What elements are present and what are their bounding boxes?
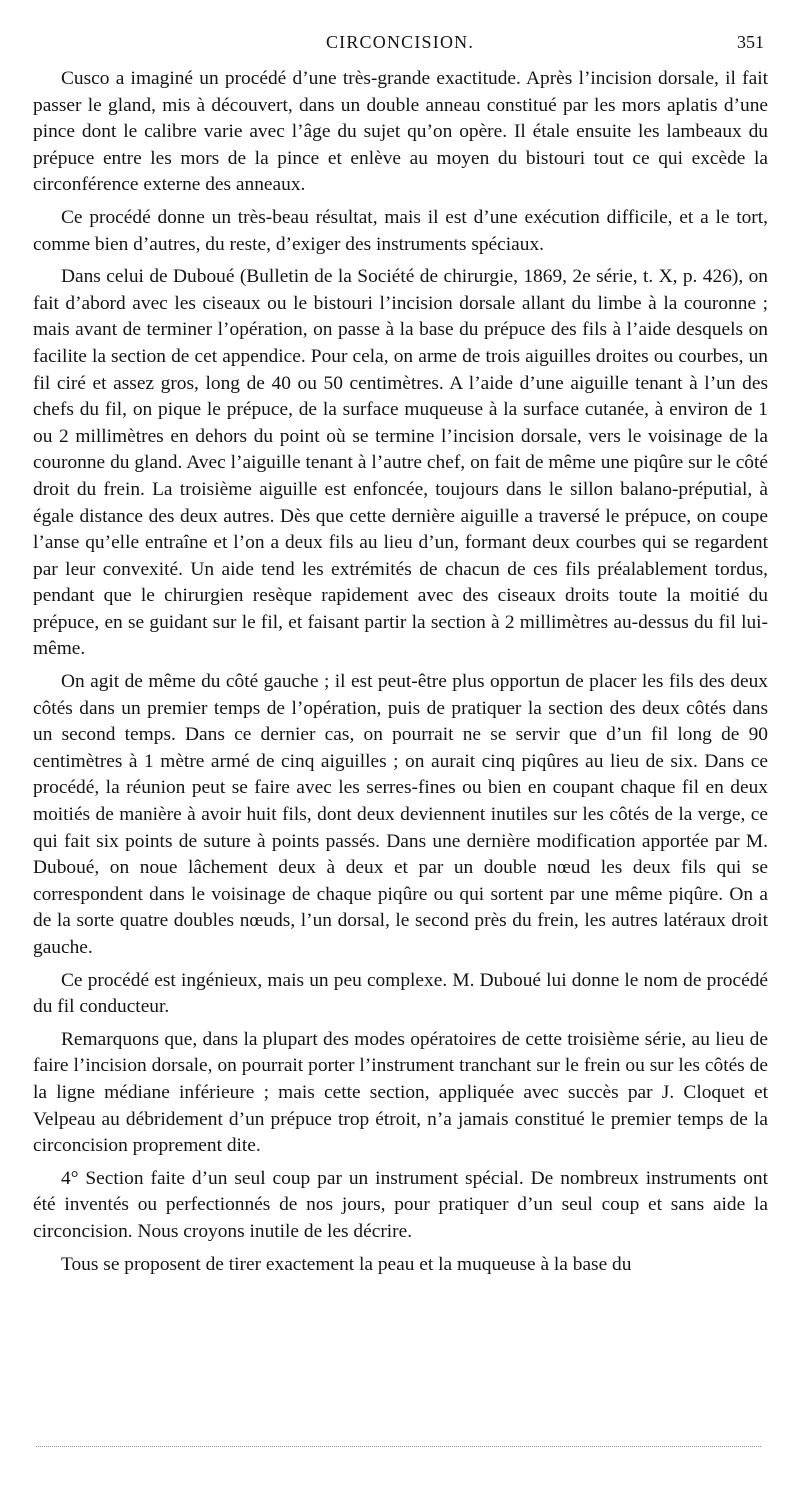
paragraph-remarquons: Remarquons que, dans la plupart des modes opératoires de cette troisième série, au lieu de faire l’incision dorsale, on pourrait porter l’instrument tranchant sur le frein ou sur les côtés de la ligne médiane inférieure ; mais cette section, appliquée avec succès par J. Cloquet et Velpeau au débridement d’un prépuce trop étroit, n’a jamais constitué le premier temps de la circoncision proprement dite. <box>33 1028 768 1157</box>
paragraph-duboue: Dans celui de Duboué (Bulletin de la Société de chirurgie, 1869, 2e série, t. X, p. 426), on fait d’abord avec les ciseaux ou le bistouri l’incision dorsale allant du limbe à la couronne ; mais avant de terminer l’opération, on passe à la base du prépuce des fils à l’aide desquels on facilite la section de cet appendice. Pour cela, on arme de trois aiguilles droites ou courbes, un fil ciré et assez gros, long de 40 ou 50 centimètres. A l’aide d’une aiguille tenant à l’un des chefs du fil, on pique le prépuce, de la surface muqueuse à la surface cutanée, à environ de 1 ou 2 millimètres en dehors du point où se termine l’incision dorsale, vers le voisinage de la couronne du gland. Avec l’aiguille tenant à l’autre chef, on fait de même une piqûre sur le côté droit du frein. La troisième aiguille est enfoncée, toujours dans le sillon balano-préputial, à égale distance des deux autres. Dès que cette dernière aiguille a traversé le prépuce, on coupe l’anse qu’elle entraîne et l’on a deux fils au lieu d’un, formant deux courbes qui se regardent par leur convexité. Un aide tend les extrémités de chacun de ces fils préalablement tordus, pendant que le chirurgien resèque rapidement avec des ciseaux droits toute la moitié du prépuce, en se guidant sur le fil, et faisant partir la section à 2 millimètres au-dessus du fil lui-même. <box>33 266 768 660</box>
footer-dotted-rule <box>36 1446 761 1447</box>
running-title: CIRCONCISION. <box>325 32 475 52</box>
paragraph-tous-se-proposent: Tous se proposent de tirer exactement la peau et la muqueuse à la base du <box>61 1253 632 1275</box>
paragraph-fil-conducteur: Ce procédé est ingénieux, mais un peu complexe. M. Duboué lui donne le nom de procédé du fil conducteur. <box>33 969 768 1018</box>
paragraph-cote-gauche: On agit de même du côté gauche ; il est peut-être plus opportun de placer les fils des deux côtés dans un premier temps de l’opération, puis de pratiquer la section des deux côtés dans un second temps. Dans ce dernier cas, on pourrait ne se servir que d’un fil long de 90 centimètres à 1 mètre armé de cinq aiguilles ; on aurait cinq piqûres au lieu de six. Dans ce procédé, la réunion peut se faire avec les serres-fines ou bien en coupant chaque fil en deux moitiés de manière à avoir huit fils, dont deux deviennent inutiles sur les côtés de la verge, ce qui fait six points de suture à points passés. Dans une dernière modification apportée par M. Duboué, on noue lâchement deux à deux et par un double nœud les deux fils qui se correspondent dans le voisinage de chaque piqûre ou qui sortent par une même piqûre. On a de la sorte quatre doubles nœuds, l’un dorsal, le second près du frein, les autres latéraux droit gauche. <box>33 671 768 958</box>
paragraph-procede-resultat: Ce procédé donne un très-beau résultat, mais il est d’une exécution difficile, et a le tort, comme bien d’autres, du reste, d’exiger des instruments spéciaux. <box>33 206 768 255</box>
page-number: 351 <box>737 32 764 52</box>
page-header <box>0 32 800 62</box>
paragraph-cusco: Cusco a imaginé un procédé d’une très-grande exactitude. Après l’incision dorsale, il fait passer le gland, mis à découvert, dans un double anneau constitué par les mors aplatis d’une pince dont le calibre varie avec l’âge du sujet qu’on opère. Il étale ensuite les lambeaux du prépuce entre les mors de la pince et enlève au moyen du bistouri tout ce qui excède la circonférence externe des anneaux. <box>33 68 768 196</box>
body-text <box>33 66 768 1284</box>
paragraph-section-4: 4° Section faite d’un seul coup par un instrument spécial. De nombreux instruments ont été inventés ou perfectionnés de nos jours, pour pratiquer d’un seul coup et sans aide la circoncision. Nous croyons inutile de les décrire. <box>33 1167 768 1242</box>
